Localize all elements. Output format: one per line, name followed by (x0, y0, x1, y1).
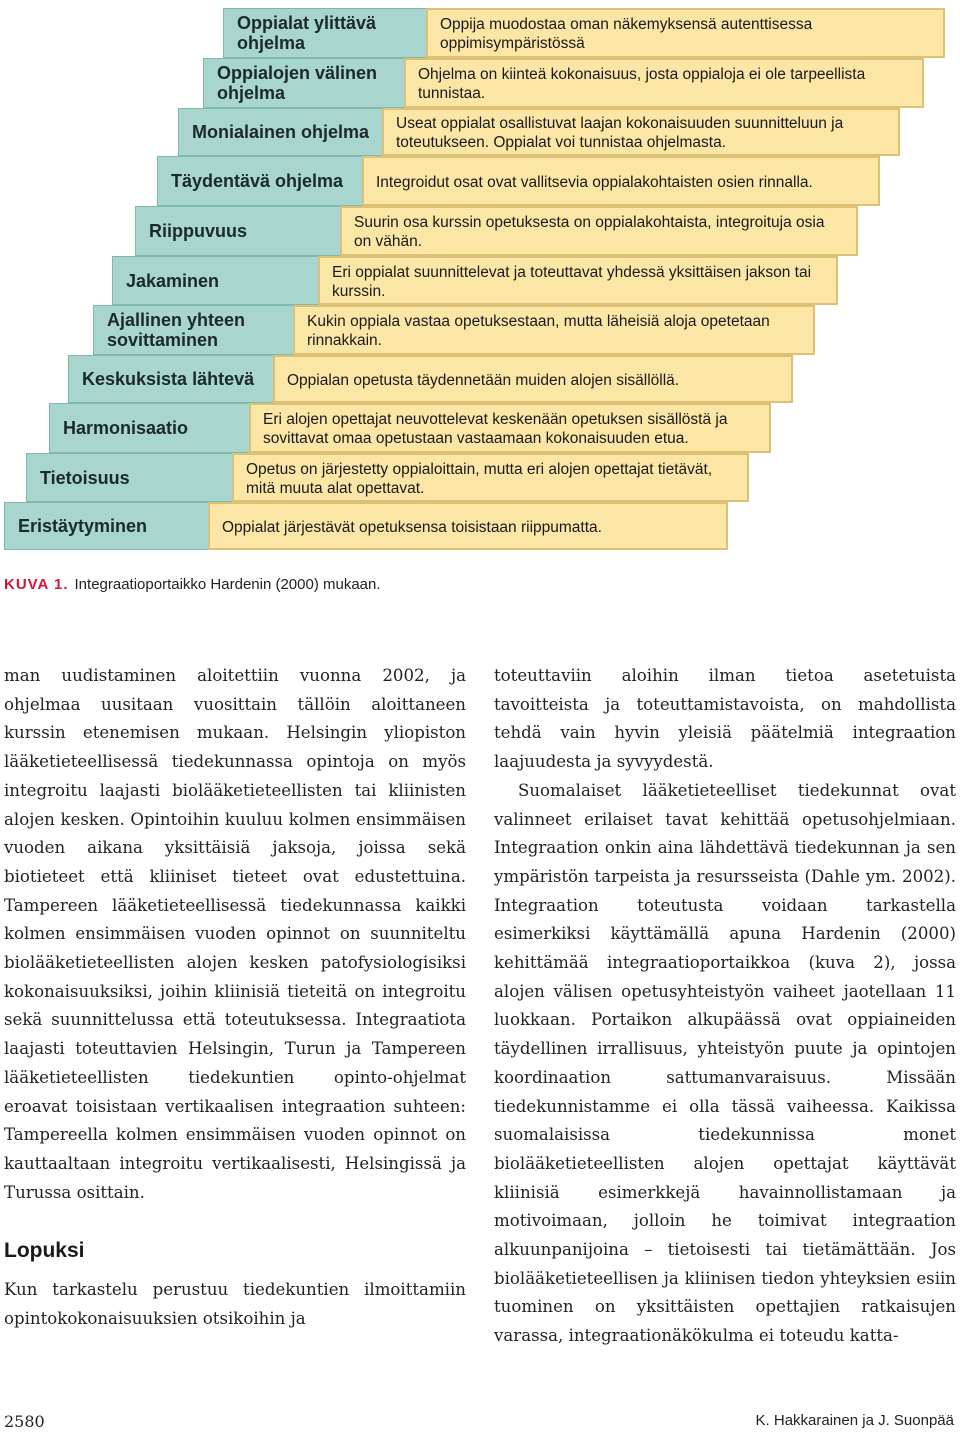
right-column (494, 662, 956, 1351)
step-label-4: Täydentävä ohjelma (157, 156, 367, 206)
step-desc-3: Useat oppialat osallistuvat laajan kokonaisuuden suunnitteluun ja toteutukseen. Oppialat voi tunnistaa ohjelmasta. (382, 108, 900, 156)
left-column (4, 662, 466, 1333)
step-label-6: Jakaminen (112, 256, 322, 305)
step-label-1 (223, 8, 429, 58)
step-label-11: Eristäytyminen (4, 502, 214, 550)
step-label-10: Tietoisuus (26, 453, 236, 502)
authors: K. Hakkarainen ja J. Suonpää (755, 1412, 954, 1429)
step-label-7: Ajallinen yhteen sovittaminen (93, 305, 303, 355)
step-desc-7: Kukin oppiala vastaa opetuksestaan, mutta läheisiä aloja opetetaan rinnakkain. (293, 305, 815, 355)
step-desc-10: Opetus on järjestetty oppialoittain, mutta eri alojen opettajat tietävät, mitä muuta alat opettavat. (232, 453, 749, 502)
body-paragraph: Kun tarkastelu perustuu tiedekuntien ilmoittamiin opintokokonaisuuksien otsikoihin ja (4, 1280, 466, 1328)
body-paragraph: man uudistaminen aloitettiin vuonna 2002, ja ohjelmaa uusitaan vuosittain tällöin aloittaneen kurssin etenemisen mukaan. Helsingin yliopiston lääketieteellisessä tiedekunnassa opintoja on myös integroitu laajasti biolääketieteellisten tai kliinisten alojen kesken. Opintoihin kuuluu kolmen ensimmäisen vuoden aikana yksittäisiä jaksoja, joissa sekä biotieteet että kliiniset tieteet ovat edustettuina. Tampereen lääketieteellisessä tiedekunnassa kaikki kolmen ensimmäisen vuoden opinnot on suunniteltu biolääketieteellisten alojen kesken patofysiologisiksi kokonaisuuksiksi, joihin kliinisiä tieteitä on integroitu sekä suunnittelussa että toteutuksessa. Integraatiota laajasti toteuttavien Helsingin, Turun ja Tampereen lääketieteellisten tiedekuntien opinto-ohjelmat eroavat toisistaan vertikaalisen integraation suhteen: Tampereella kolmen ensimmäisen vuoden opinnot on kauttaaltaan integroitu vertikaalisesti, Helsingissä ja Turussa osittain. (4, 666, 466, 1202)
step-label-9: Harmonisaatio (49, 403, 259, 453)
figure-caption (4, 576, 381, 593)
step-desc-8: Oppialan opetusta täydennetään muiden alojen sisällöllä. (273, 355, 793, 403)
step-desc-9: Eri alojen opettajat neuvottelevat keskenään opetuksen sisällöstä ja sovittavat omaa opetustaan vastaamaan kokonaisuuden etua. (249, 403, 771, 453)
step-label-2: Oppialojen välinen ohjelma (203, 58, 409, 108)
step-desc-4: Integroidut osat ovat vallitsevia oppialakohtaisten osien rinnalla. (362, 156, 880, 206)
caption-text: Integraatioportaikko Hardenin (2000) mukaan. (74, 576, 381, 593)
section-heading: Lopuksi (4, 1239, 85, 1263)
step-desc-5: Suurin osa kurssin opetuksesta on oppialakohtaista, integroituja osia on vähän. (340, 206, 858, 256)
body-paragraph: toteuttaviin aloihin ilman tietoa asetetuista tavoitteista ja toteuttamistavoista, on mahdollista tehdä vain hyvin yleisiä päätelmiä integraation laajuudesta ja syvyydestä. (494, 666, 956, 772)
step-label-3: Monialainen ohjelma (178, 108, 388, 156)
step-desc-6: Eri oppialat suunnittelevat ja toteuttavat yhdessä yksittäisen jakson tai kurssin. (318, 256, 838, 305)
body-paragraph: Suomalaiset lääketieteelliset tiedekunnat ovat valinneet erilaiset tavat kehittää opetusohjelmiaan. Integraation onkin aina lähdettävä tiedekunnan ja sen ympäristön tarpeista ja resursseista (Dahle ym. 2002). Integraation toteutusta voidaan tarkastella esimerkiksi käyttämällä apuna Hardenin (2000) kehittämää integraatioportaikkoa (kuva 2), jossa alojen välisen opetusyhteistyön vaiheet jaotellaan 11 luokkaan. Portaikon alkupäässä ovat oppiaineiden täydellinen irrallisuus, yhteistyön puute ja opintojen koordinaation sattumanvaraisuus. Missään tiedekunnistamme ei olla tässä vaiheessa. Kaikissa suomalaisissa tiedekunnissa monet biolääketieteellisten alojen opettajat käyttävät kliinisiä esimerkkejä havainnollistamaan ja motivoimaan, jolloin he toimivat integraation alkuunpanijoina – tietoisesti tai tietämättään. Jos biolääketieteellisen ja kliinisen tiedon yhteyksien esiin tuominen on yksittäisten opettajien ratkaisujen varassa, integraationäkökulma ei toteudu katta- (494, 780, 956, 1346)
page-number: 2580 (4, 1412, 45, 1431)
step-label-8: Keskuksista lähtevä (68, 355, 278, 403)
step-desc-11: Oppialat järjestävät opetuksensa toisistaan riippumatta. (208, 502, 728, 550)
step-desc-1: Oppija muodostaa oman näkemyksensä autenttisessa oppimisympäristössä (426, 8, 945, 58)
step-desc-2: Ohjelma on kiinteä kokonaisuus, josta oppialoja ei ole tarpeellista tunnistaa. (404, 58, 924, 108)
step-label-5: Riippuvuus (135, 206, 345, 256)
step-label-text: Oppialat ylittävä ohjelma (237, 13, 377, 53)
caption-key: KUVA 1. (4, 576, 69, 593)
